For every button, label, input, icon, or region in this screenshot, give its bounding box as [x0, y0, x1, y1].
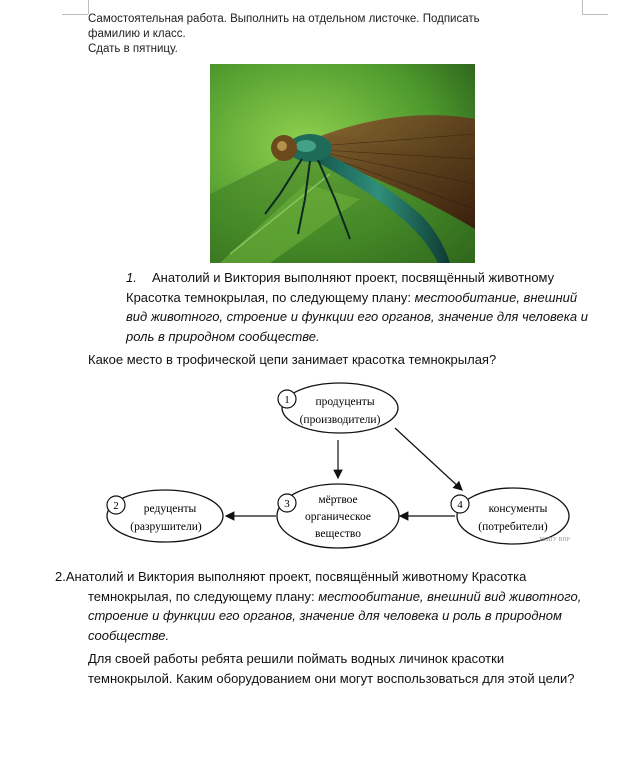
node-4-label: консументы: [488, 503, 548, 515]
node-4-sublabel: (потребители): [478, 521, 548, 533]
question-1-text: Анатолий и Виктория выполняют проект, посвящённый животному Красотка темнокрылая, по следующему плану:: [126, 270, 555, 305]
trophic-chain-diagram: [100, 378, 576, 550]
node-1-label: продуценты: [315, 396, 375, 408]
intro-line-2: фамилию и класс.: [88, 28, 186, 40]
node-decomposers: [107, 490, 223, 542]
intro-line-3: Сдать в пятницу.: [88, 43, 178, 55]
node-1-sublabel: (производители): [299, 414, 381, 426]
node-1-number: 1: [284, 394, 290, 406]
question-1-plan: местообитание, внешний вид животного, строение и функции его органов, значение для человека и роль в природном сообществе.: [126, 289, 588, 344]
node-producers: [278, 383, 398, 433]
node-2-number: 2: [113, 500, 119, 512]
node-2-label: редуценты: [143, 503, 197, 515]
question-2-text-a: 2.Анатолий и Виктория выполняют проект, посвящённый животному Красотка: [55, 569, 527, 584]
node-4-number: 4: [457, 499, 463, 511]
intro-line-1: Самостоятельная работа. Выполнить на отдельном листочке. Подписать: [88, 13, 480, 25]
node-consumers: [451, 488, 569, 544]
watermark-text: РЕШУ ВПР: [539, 537, 570, 543]
intro-instructions: [88, 12, 558, 57]
question-2-prompt: Для своей работы ребята решили поймать водных личинок красотки темнокрылой. Каким оборудованием они могут воспользоваться для этой цели?: [88, 651, 575, 686]
question-1-number: 1.: [126, 270, 137, 285]
question-1-prompt: Какое место в трофической цепи занимает красотка темнокрылая?: [88, 352, 497, 367]
node-dead-organic-matter: [277, 484, 399, 548]
node-3-line-2: органическое: [305, 511, 371, 523]
node-3-line-3: вещество: [315, 528, 361, 540]
crop-mark-top-left-h: [62, 14, 88, 15]
question-2-text-b: темнокрылая, по следующему плану:: [88, 588, 315, 604]
node-3-line-1: мёртвое: [318, 494, 358, 506]
crop-mark-top-right-v: [582, 0, 583, 14]
question-2-plan: местообитание, внешний вид животного, строение и функции его органов, значение для человека и роль в природном сообществе.: [88, 588, 582, 643]
arrow-producers-to-consumers: [395, 428, 462, 490]
dragonfly-photo: [210, 64, 475, 263]
question-2: [55, 567, 605, 645]
dragonfly-illustration: [210, 64, 475, 263]
node-2-sublabel: (разрушители): [130, 521, 202, 533]
node-3-number: 3: [284, 498, 290, 510]
crop-mark-top-right-h: [582, 14, 608, 15]
question-1: [126, 268, 596, 346]
